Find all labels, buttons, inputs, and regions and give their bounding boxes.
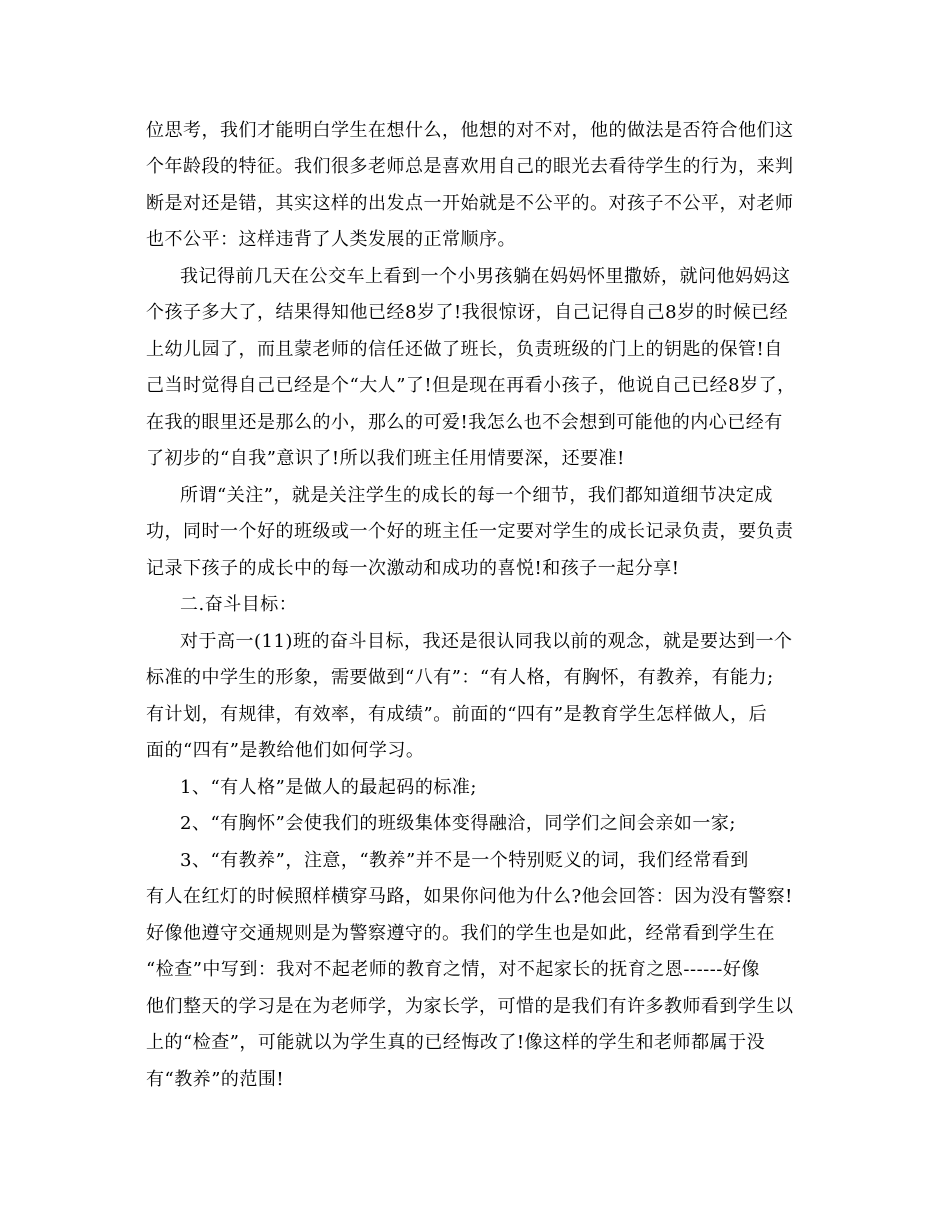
text-line: “检查”中写到：我对不起老师的教育之情，对不起家长的抚育之恩------好像: [146, 959, 760, 980]
text-line: 记录下孩子的成长中的每一次激动和成功的喜悦!和孩子一起分享!: [146, 558, 680, 579]
text-line: 上幼儿园了，而且蒙老师的信任还做了班长，负责班级的门上的钥匙的保管!自: [146, 339, 783, 360]
text-line: 在我的眼里还是那么的小，那么的可爱!我怎么也不会想到可能他的内心已经有: [146, 412, 783, 433]
text-line: 上的“检查”，可能就以为学生真的已经悔改了!像这样的学生和老师都属于没: [146, 1032, 766, 1053]
list-item: 3、“有教养”，注意，“教养”并不是一个特别贬义的词，我们经常看到: [180, 850, 749, 871]
text-line: 他们整天的学习是在为老师学，为家长学，可惜的是我们有许多教师看到学生以: [146, 996, 794, 1017]
text-line: 断是对还是错，其实这样的出发点一开始就是不公平的。对孩子不公平，对老师: [146, 193, 794, 214]
text-line: 有人在红灯的时候照样横穿马路，如果你问他为什么?他会回答：因为没有警察!: [146, 886, 793, 907]
text-line: 有计划，有规律，有效率，有成绩”。前面的“四有”是教育学生怎样做人，后: [146, 704, 768, 725]
text-line: 功，同时一个好的班级或一个好的班主任一定要对学生的成长记录负责，要负责: [146, 521, 794, 542]
text-line: 对于高一(11)班的奋斗目标，我还是很认同我以前的观念，就是要达到一个: [180, 631, 793, 652]
text-line: 标准的中学生的形象，需要做到“八有”：“有人格，有胸怀，有教养，有能力;: [146, 667, 774, 688]
text-line: 有“教养”的范围!: [146, 1069, 285, 1090]
text-line: 面的“四有”是教给他们如何学习。: [146, 740, 425, 761]
text-line: 好像他遵守交通规则是为警察遵守的。我们的学生也是如此，经常看到学生在: [146, 923, 775, 944]
text-line: 所谓“关注”，就是关注学生的成长的每一个细节，我们都知道细节决定成: [180, 485, 773, 506]
text-line: 我记得前几天在公交车上看到一个小男孩躺在妈妈怀里撒娇，就问他妈妈这: [180, 266, 791, 287]
text-line: 个孩子多大了，结果得知他已经8岁了!我很惊讶，自己记得自己8岁的时候已经: [146, 302, 789, 323]
text-line: 位思考，我们才能明白学生在想什么，他想的对不对，他的做法是否符合他们这: [146, 120, 794, 141]
text-line: 也不公平：这样违背了人类发展的正常顺序。: [146, 229, 516, 250]
list-item: 1、“有人格”是做人的最起码的标准;: [180, 777, 477, 798]
text-line: 了初步的“自我”意识了!所以我们班主任用情要深，还要准!: [146, 448, 625, 469]
section-heading: 二.奋斗目标：: [180, 594, 298, 615]
text-line: 己当时觉得自己已经是个“大人”了!但是现在再看小孩子，他说自己已经8岁了，: [146, 375, 796, 396]
text-line: 个年龄段的特征。我们很多老师总是喜欢用自己的眼光去看待学生的行为，来判: [146, 156, 794, 177]
list-item: 2、“有胸怀”会使我们的班级集体变得融洽，同学们之间会亲如一家;: [180, 813, 736, 834]
